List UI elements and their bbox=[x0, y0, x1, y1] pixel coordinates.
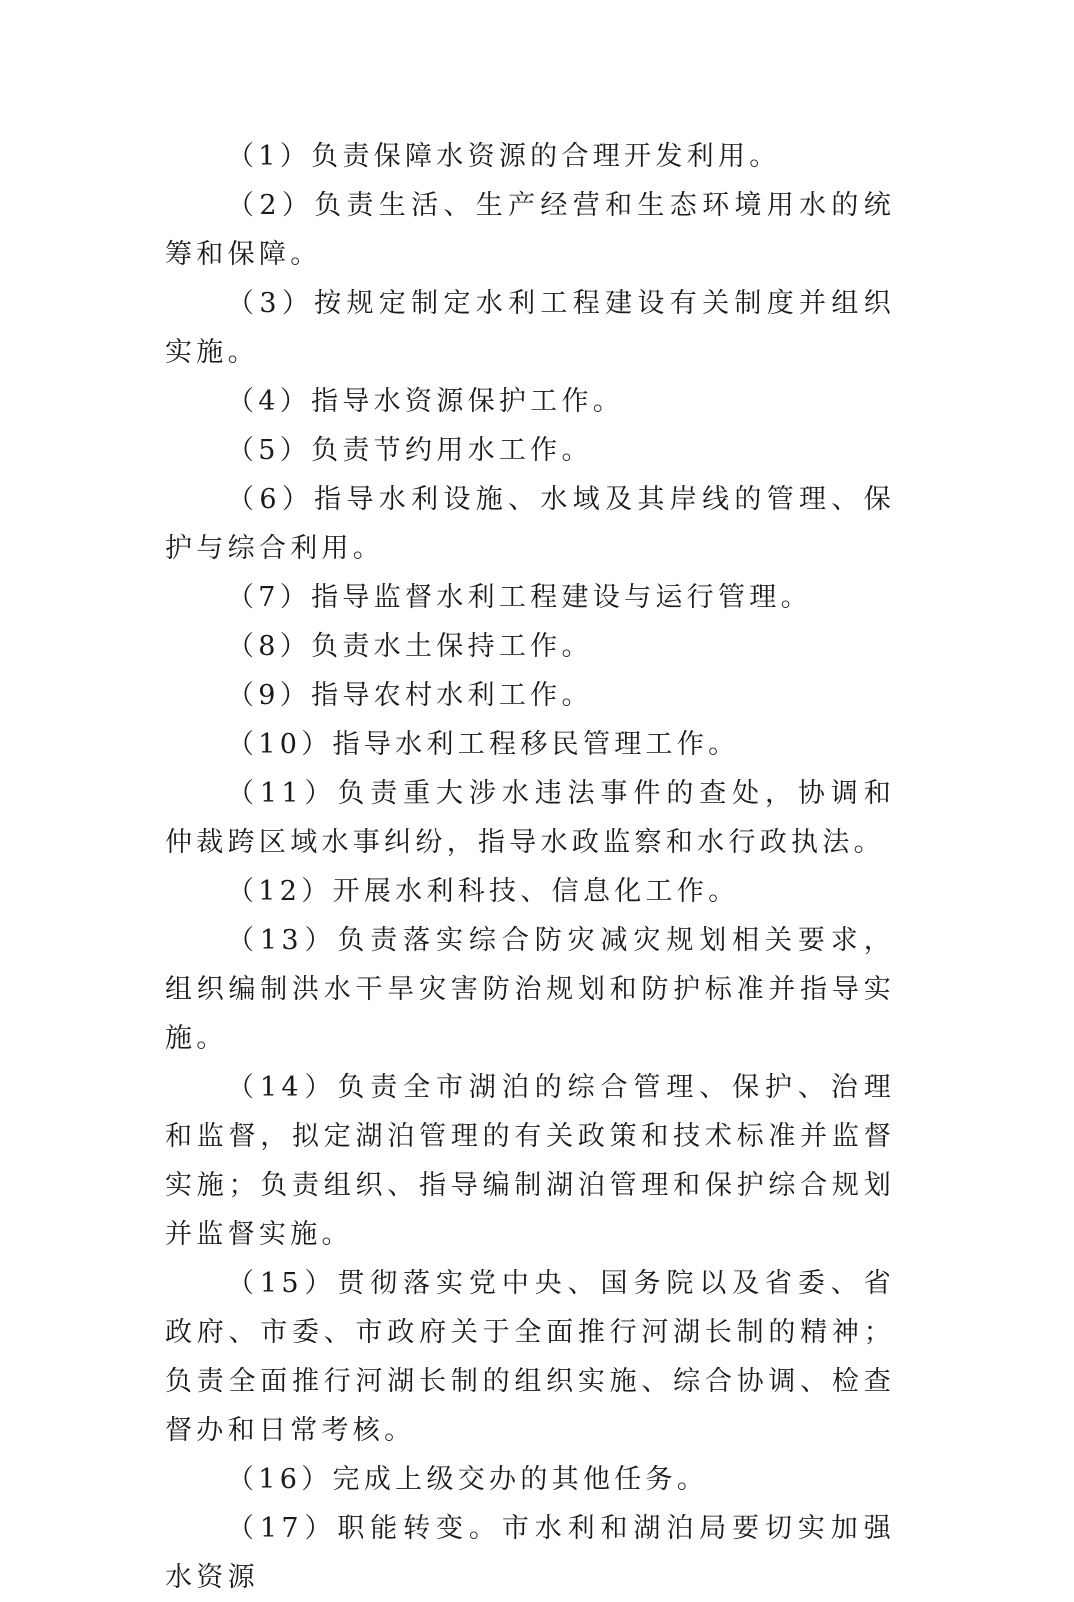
paragraph-8: （8）负责水土保持工作。 bbox=[227, 631, 593, 662]
paragraph-5: （5）负责节约用水工作。 bbox=[227, 435, 593, 466]
paragraph-7: （7）指导监督水利工程建设与运行管理。 bbox=[227, 582, 812, 613]
paragraph-16: （16）完成上级交办的其他任务。 bbox=[227, 1464, 709, 1495]
paragraph-1: （1）负责保障水资源的合理开发利用。 bbox=[227, 141, 781, 172]
paragraph-6: （6）指导水利设施、水域及其岸线的管理、保护与综合利用。 bbox=[165, 484, 895, 564]
paragraph-14: （14）负责全市湖泊的综合管理、保护、治理和监督，拟定湖泊管理的有关政策和技术标准并监督实施；负责组织、指导编制湖泊管理和保护综合规划并监督实施。 bbox=[165, 1072, 895, 1250]
paragraph-15: （15）贯彻落实党中央、国务院以及省委、省政府、市委、市政府关于全面推行河湖长制的精神；负责全面推行河湖长制的组织实施、综合协调、检查督办和日常考核。 bbox=[165, 1268, 895, 1446]
paragraph-13: （13）负责落实综合防灾减灾规划相关要求，组织编制洪水干旱灾害防治规划和防护标准并指导实施。 bbox=[165, 925, 895, 1054]
document-body bbox=[165, 132, 895, 1602]
paragraph-2: （2）负责生活、生产经营和生态环境用水的统筹和保障。 bbox=[165, 190, 895, 270]
paragraph-3: （3）按规定制定水利工程建设有关制度并组织实施。 bbox=[165, 288, 895, 368]
paragraph-11: （11）负责重大涉水违法事件的查处，协调和仲裁跨区域水事纠纷，指导水政监察和水行政执法。 bbox=[165, 778, 895, 858]
paragraph-9: （9）指导农村水利工作。 bbox=[227, 680, 593, 711]
paragraph-17: （17）职能转变。市水利和湖泊局要切实加强水资源 bbox=[165, 1513, 895, 1593]
paragraph-12: （12）开展水利科技、信息化工作。 bbox=[227, 876, 740, 907]
paragraph-4: （4）指导水资源保护工作。 bbox=[227, 386, 625, 417]
paragraph-10: （10）指导水利工程移民管理工作。 bbox=[227, 729, 740, 760]
